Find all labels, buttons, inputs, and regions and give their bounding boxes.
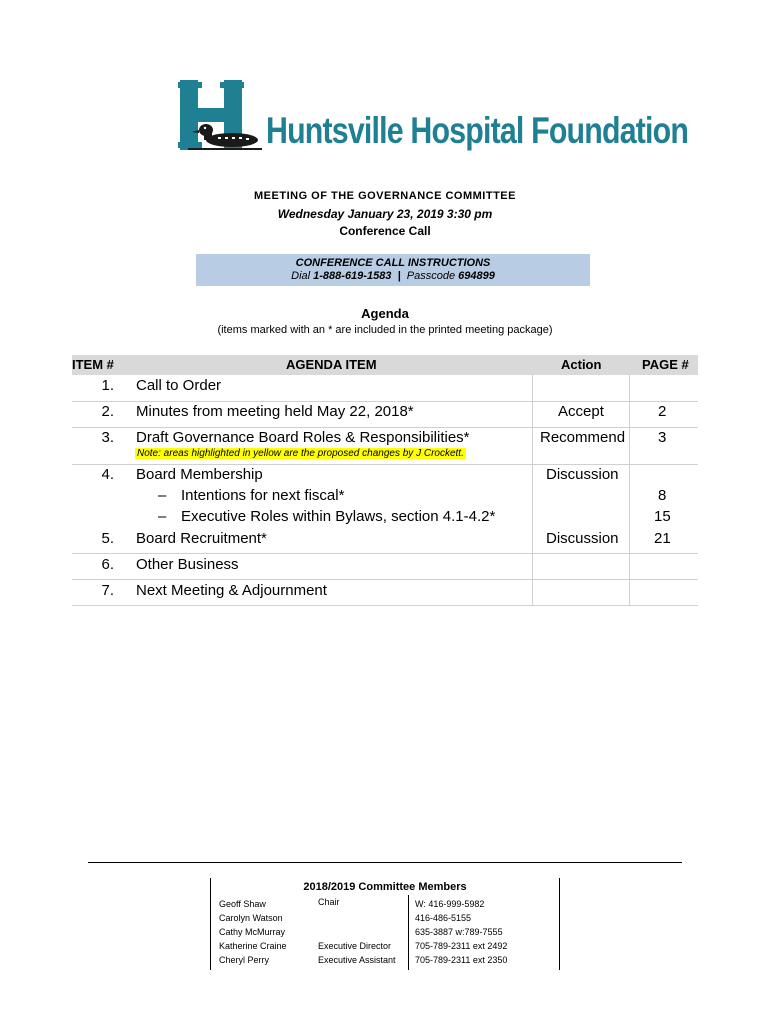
row-divider	[72, 401, 698, 402]
action-text: Discussion	[546, 466, 619, 483]
meeting-date-time: Wednesday January 23, 2019 3:30 pm	[277, 207, 493, 221]
sub-item-text: Intentions for next fiscal*	[181, 487, 345, 504]
member-role: Chair	[318, 897, 340, 907]
member-phone: 635-3887 w:789-7555	[415, 927, 503, 937]
col-page-header: PAGE #	[642, 357, 689, 372]
item-number: 5.	[101, 530, 114, 547]
dial-label: Dial	[291, 270, 311, 282]
meeting-title: MEETING OF THE GOVERNANCE COMMITTEE	[254, 190, 516, 202]
member-phone: 705-789-2311 ext 2350	[415, 955, 508, 965]
action-text: Accept	[558, 403, 604, 420]
page-number: 21	[654, 530, 671, 547]
agenda-item-text: Draft Governance Board Roles & Responsibilities*	[136, 429, 470, 446]
member-name: Cathy McMurray	[219, 927, 286, 937]
members-divider	[408, 895, 409, 970]
member-phones	[415, 897, 507, 967]
page-number: 3	[658, 429, 667, 446]
col-action-header: Action	[561, 357, 602, 372]
col-item-header: ITEM #	[72, 357, 114, 372]
member-name: Geoff Shaw	[219, 899, 266, 909]
col-agenda-item-header: AGENDA ITEM	[286, 357, 377, 372]
committee-title: 2018/2019 Committee Members	[303, 881, 467, 893]
organization-name: Huntsville Hospital Foundation	[266, 110, 689, 151]
h-loon-logo-icon	[178, 80, 268, 158]
member-roles	[318, 895, 396, 967]
member-role: Executive Assistant	[318, 955, 396, 965]
action-text: Recommend	[540, 429, 626, 446]
agenda-item-text: Other Business	[136, 556, 239, 573]
item-number: 7.	[101, 582, 114, 599]
passcode: 694899	[458, 270, 495, 282]
call-instructions-details	[196, 270, 590, 282]
member-role: Executive Director	[318, 941, 392, 951]
row-divider	[72, 579, 698, 580]
agenda-item-text: Minutes from meeting held May 22, 2018*	[136, 403, 414, 420]
committee-members-box	[210, 878, 560, 970]
item-number: 4.	[101, 466, 114, 483]
row-divider	[72, 427, 698, 428]
agenda-item-text: Board Membership	[136, 466, 263, 483]
agenda-title: Agenda	[361, 306, 409, 321]
page-number: 8	[658, 487, 667, 504]
item-number: 1.	[101, 377, 114, 394]
agenda-item-text: Call to Order	[136, 377, 222, 394]
member-names	[219, 897, 287, 967]
row-divider	[72, 605, 698, 606]
member-name: Katherine Craine	[219, 941, 287, 951]
member-phone: 705-789-2311 ext 2492	[415, 941, 508, 951]
dial-number: 1-888-619-1583	[313, 270, 392, 282]
passcode-label: Passcode	[406, 270, 456, 282]
member-phone: 416-486-5155	[415, 913, 472, 923]
sub-item-bullet: –	[158, 487, 167, 504]
member-role	[318, 909, 396, 923]
highlight-note: Note: areas highlighted in yellow are the proposed changes by J Crockett.	[137, 448, 464, 459]
footer-divider	[88, 862, 682, 863]
sub-item-bullet: –	[158, 508, 167, 525]
action-text: Discussion	[546, 530, 619, 547]
agenda-note: (items marked with an * are included in the printed meeting package)	[217, 324, 553, 336]
item-number: 3.	[101, 429, 114, 446]
item-number: 6.	[101, 556, 114, 573]
sub-item-text: Executive Roles within Bylaws, section 4.1-4.2*	[181, 508, 496, 525]
call-instructions-title: CONFERENCE CALL INSTRUCTIONS	[295, 257, 491, 269]
row-divider	[72, 464, 698, 465]
row-divider	[72, 553, 698, 554]
page-number: 15	[654, 508, 671, 525]
member-phone: W: 416-999-5982	[415, 899, 485, 909]
agenda-item-text: Next Meeting & Adjournment	[136, 582, 327, 599]
separator: |	[397, 270, 401, 282]
member-role	[318, 923, 396, 937]
foundation-logo	[178, 80, 689, 158]
member-name: Cheryl Perry	[219, 955, 270, 965]
column-divider	[532, 375, 533, 605]
agenda-item-text: Board Recruitment*	[136, 530, 267, 547]
meeting-type: Conference Call	[339, 224, 431, 238]
item-number: 2.	[101, 403, 114, 420]
member-name: Carolyn Watson	[219, 913, 283, 923]
conference-call-box	[196, 254, 590, 286]
page-number: 2	[658, 403, 667, 420]
column-divider	[629, 375, 630, 605]
table-header	[72, 355, 698, 375]
